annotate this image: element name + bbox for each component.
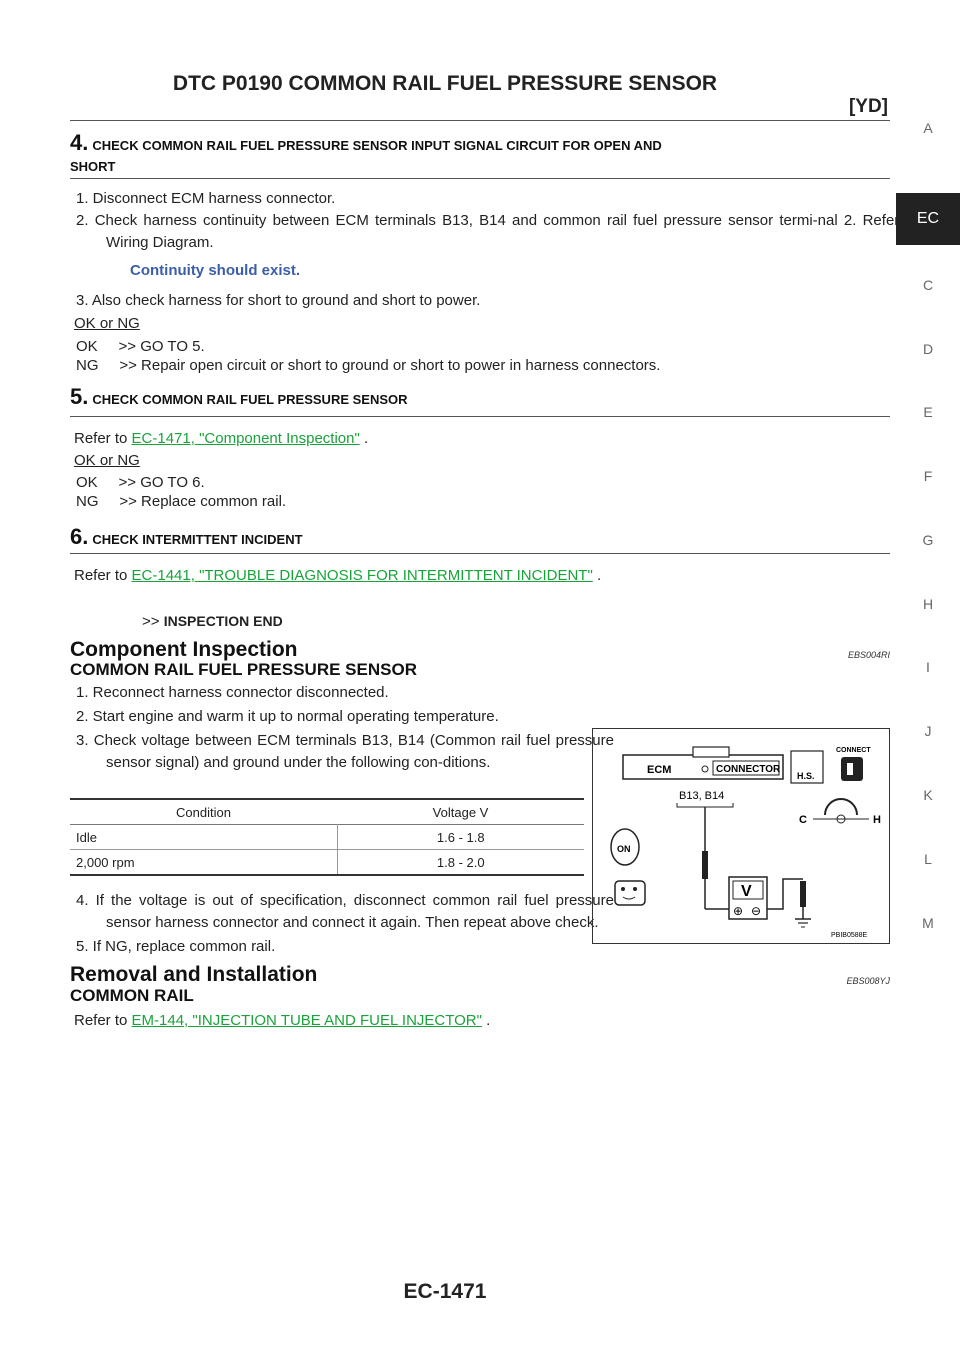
- table-row: Idle 1.6 - 1.8: [70, 825, 584, 850]
- component-inspection-link[interactable]: EC-1471, "Component Inspection": [131, 430, 360, 447]
- removal-refer: Refer to EM-144, "INJECTION TUBE AND FUEL INJECTOR" .: [74, 1012, 491, 1029]
- step-5-ng: NG >> Replace common rail.: [76, 493, 287, 510]
- step-5-title: 5. CHECK COMMON RAIL FUEL PRESSURE SENSOR: [70, 384, 408, 409]
- probe-plus: [702, 851, 708, 879]
- step-4-spec: Continuity should exist.: [130, 262, 301, 279]
- side-tab-k[interactable]: K: [923, 787, 933, 803]
- page-number: EC-1471: [403, 1280, 487, 1303]
- step-5-refer: Refer to EC-1471, "Component Inspection" .: [74, 430, 369, 447]
- component-item-5: 5. If NG, replace common rail.: [76, 938, 276, 955]
- connector-label: CONNECTOR: [716, 764, 781, 775]
- removal-installation-heading: Removal and Installation: [70, 963, 318, 986]
- svg-text:C: C: [799, 814, 807, 826]
- svg-text:ON: ON: [617, 844, 631, 854]
- engine-code: [YD]: [848, 96, 888, 117]
- injection-tube-link[interactable]: EM-144, "INJECTION TUBE AND FUEL INJECTOR": [131, 1012, 482, 1029]
- removal-installation-code: EBS008YJ: [846, 976, 890, 986]
- step-5-ok-ng: OK or NG: [74, 452, 140, 469]
- step-4-ng: NG >> Repair open circuit or short to ground or short to power in harness connectors.: [76, 357, 661, 374]
- table-header-voltage: Voltage V: [432, 804, 489, 820]
- side-tab-a[interactable]: A: [923, 120, 933, 136]
- table-header-condition: Condition: [176, 804, 231, 820]
- connect-label: CONNECT: [836, 747, 871, 754]
- voltmeter-label: V: [741, 883, 752, 900]
- svg-text:H.S.: H.S.: [797, 771, 815, 781]
- svg-text:⊖: ⊖: [751, 904, 762, 918]
- side-tab-g[interactable]: G: [922, 532, 934, 548]
- side-tab-h[interactable]: H: [922, 596, 934, 612]
- temperature-gauge-icon: [825, 799, 857, 815]
- side-tab-f[interactable]: F: [923, 468, 933, 484]
- side-tab-e[interactable]: E: [923, 404, 933, 420]
- component-item-3: 3. Check voltage between ECM terminals B13, B14 (Common rail fuel pressure sensor signal) and ground under the following con-ditions.: [76, 732, 614, 771]
- step-6-rule: [70, 553, 890, 554]
- step-5-rule: [70, 416, 890, 417]
- step-4-title: 4. CHECK COMMON RAIL FUEL PRESSURE SENSOR INPUT SIGNAL CIRCUIT FOR OPEN AND SHORT: [70, 130, 662, 174]
- component-item-2: 2. Start engine and warm it up to normal operating temperature.: [76, 708, 499, 725]
- step-5-ok: OK >> GO TO 6.: [76, 474, 205, 491]
- svg-text:⊕: ⊕: [733, 904, 744, 918]
- inspection-end: >> INSPECTION END: [142, 613, 283, 630]
- removal-subheading: COMMON RAIL: [70, 986, 194, 1005]
- side-tab-m[interactable]: M: [922, 915, 934, 931]
- step-4-ok-ng: OK or NG: [74, 315, 140, 332]
- side-tab-j[interactable]: J: [924, 723, 932, 739]
- side-tab-d[interactable]: D: [922, 341, 934, 357]
- side-tab-c[interactable]: C: [922, 277, 934, 293]
- side-tab-l[interactable]: L: [924, 851, 932, 867]
- intermittent-incident-link[interactable]: EC-1441, "TROUBLE DIAGNOSIS FOR INTERMITTENT INCIDENT": [131, 567, 593, 584]
- step-4-rule: [70, 178, 890, 179]
- table-row: 2,000 rpm 1.8 - 2.0: [70, 850, 584, 876]
- component-item-1: 1. Reconnect harness connector disconnected.: [76, 684, 389, 701]
- component-item-4: 4. If the voltage is out of specification, disconnect common rail fuel pressure sensor harness connector and connect it again. Then repeat above check.: [76, 892, 614, 931]
- header-rule: [70, 120, 890, 121]
- step-6-title: 6. CHECK INTERMITTENT INCIDENT: [70, 524, 303, 549]
- figure-code: PBIB0588E: [831, 932, 868, 939]
- page-title: DTC P0190 COMMON RAIL FUEL PRESSURE SENSOR: [172, 72, 718, 95]
- step-4-ok: OK >> GO TO 5.: [76, 338, 205, 355]
- step-4-item-1: 1. Disconnect ECM harness connector.: [76, 190, 336, 207]
- component-subheading: COMMON RAIL FUEL PRESSURE SENSOR: [70, 660, 417, 679]
- step-4-item-2: 2. Check harness continuity between ECM terminals B13, B14 and common rail fuel pressure sensor termi-nal 2. Refer to Wiring Diagram.: [76, 212, 918, 251]
- side-tab-i[interactable]: I: [926, 659, 930, 675]
- probe-minus: [800, 881, 806, 907]
- engine-running-icon: [615, 881, 645, 905]
- ecm-voltage-diagram: [593, 729, 889, 943]
- ecm-label: ECM: [647, 764, 672, 776]
- step-4-item-3: 3. Also check harness for short to ground and short to power.: [76, 292, 481, 309]
- step-6-refer: Refer to EC-1441, "TROUBLE DIAGNOSIS FOR INTERMITTENT INCIDENT" .: [74, 567, 602, 584]
- side-tab-ec[interactable]: EC: [896, 193, 960, 245]
- measurement-figure: [592, 728, 890, 944]
- svg-text:H: H: [873, 814, 881, 826]
- voltage-table: [70, 798, 584, 876]
- component-inspection-code: EBS004RI: [847, 650, 890, 660]
- terminal-label: B13, B14: [679, 790, 725, 802]
- component-inspection-heading: Component Inspection: [70, 638, 298, 661]
